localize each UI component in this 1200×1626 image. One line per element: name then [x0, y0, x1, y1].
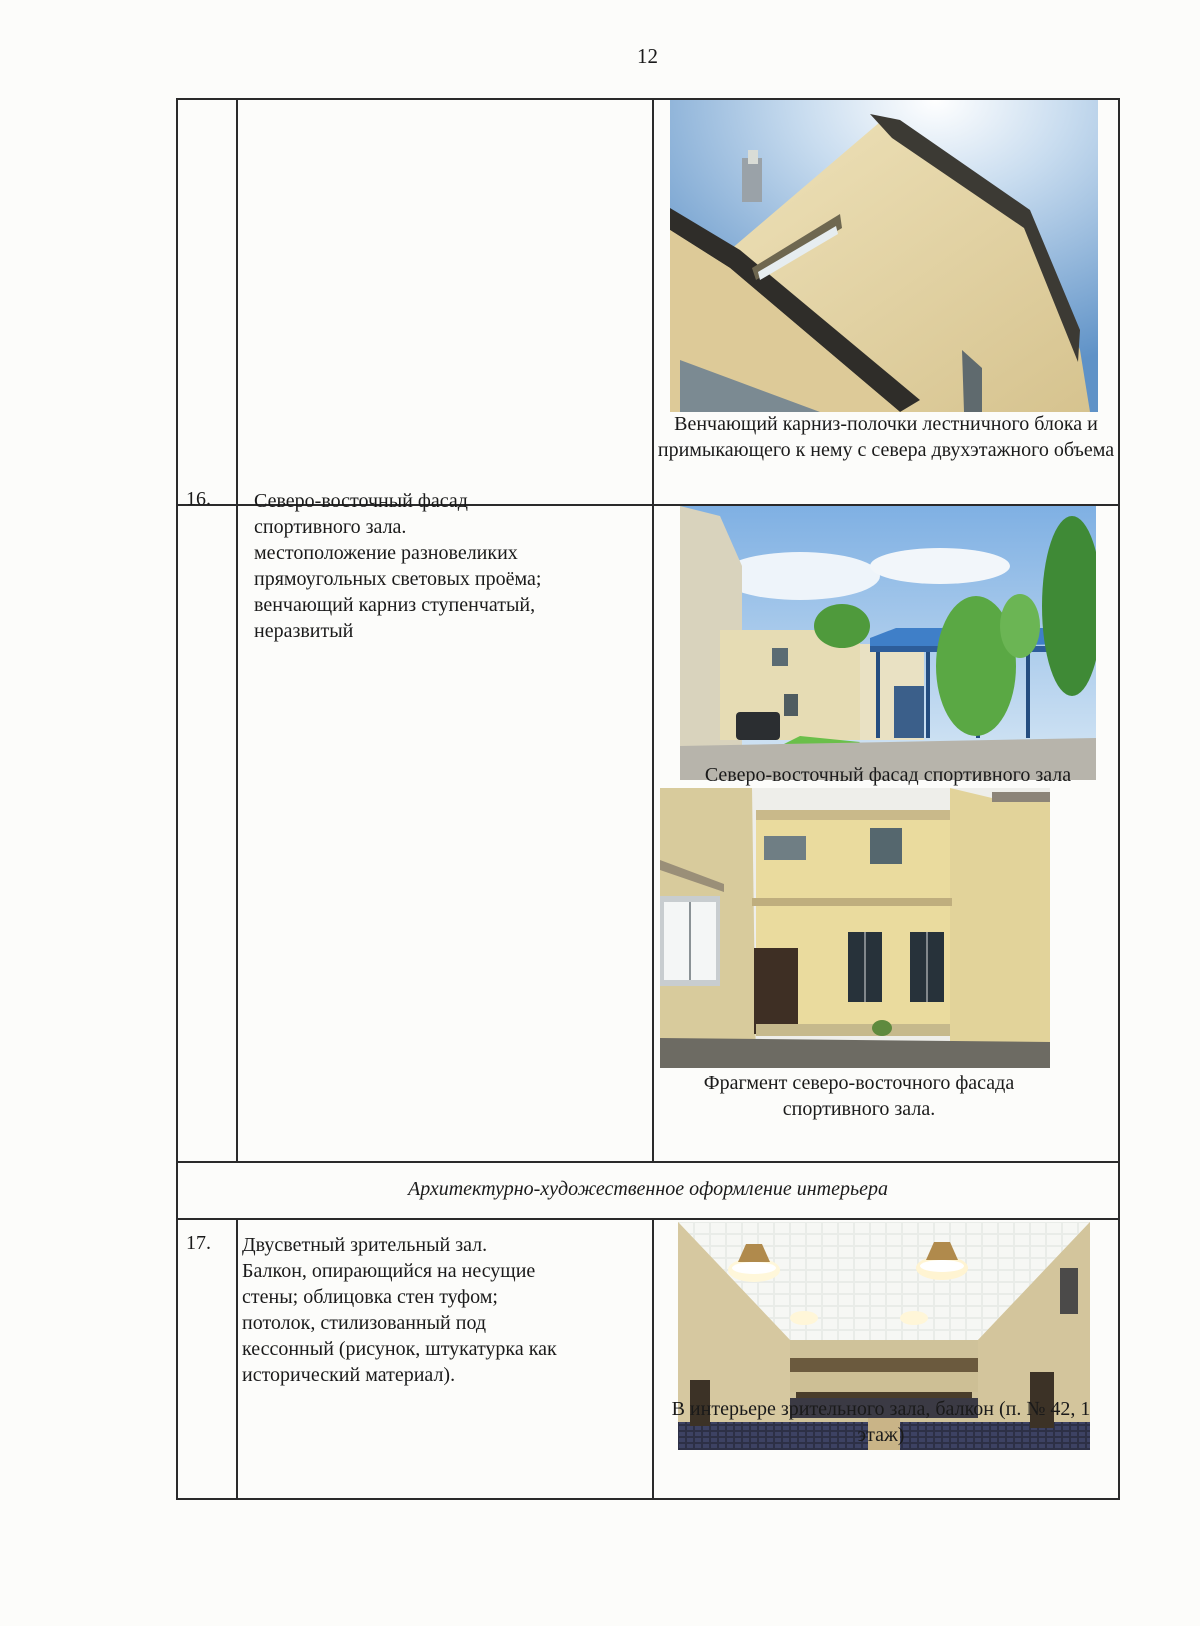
number-column-divider — [236, 98, 238, 1162]
row-number: 16. — [186, 488, 211, 510]
number-column-divider — [236, 1218, 238, 1500]
section-heading: Архитектурно-художественное оформление интерьера — [408, 1178, 888, 1200]
table-bottom-border — [176, 1498, 1120, 1500]
row-number: 17. — [186, 1232, 211, 1254]
photo-column-divider — [652, 98, 654, 1162]
table-left-border — [176, 98, 178, 1500]
row-divider — [176, 1218, 1120, 1220]
northeast-facade-fragment-photo — [660, 788, 1050, 1068]
photo-column-divider — [652, 1218, 654, 1500]
photo-caption: Фрагмент северо-восточного фасада спортивного зала. — [703, 1072, 1015, 1120]
stairwell-cornice-photo — [670, 100, 1098, 412]
photo-caption: Венчающий карниз-полочки лестничного блока и примыкающего к нему с севера двухэтажного объема — [657, 413, 1115, 461]
northeast-facade-photo — [680, 506, 1096, 780]
photo-caption: Северо-восточный фасад спортивного зала — [704, 764, 1072, 786]
row-divider — [176, 1161, 1120, 1163]
row-description: Северо-восточный фасад спортивного зала. местоположение разновеликих прямоугольных световых проёма; венчающий карниз ступенчатый, неразвитый — [254, 490, 542, 642]
row-description: Двусветный зрительный зал. Балкон, опирающийся на несущие стены; облицовка стен туфом; потолок, стилизованный под кессонный (рисунок, штукатурка как исторический материал). — [242, 1234, 557, 1386]
page-number: 12 — [637, 44, 658, 68]
table-right-border — [1118, 98, 1120, 1500]
photo-caption: В интерьере зрительного зала, балкон (п. № 42, 1 этаж) — [671, 1398, 1091, 1446]
monument-description-table — [176, 98, 1120, 1500]
